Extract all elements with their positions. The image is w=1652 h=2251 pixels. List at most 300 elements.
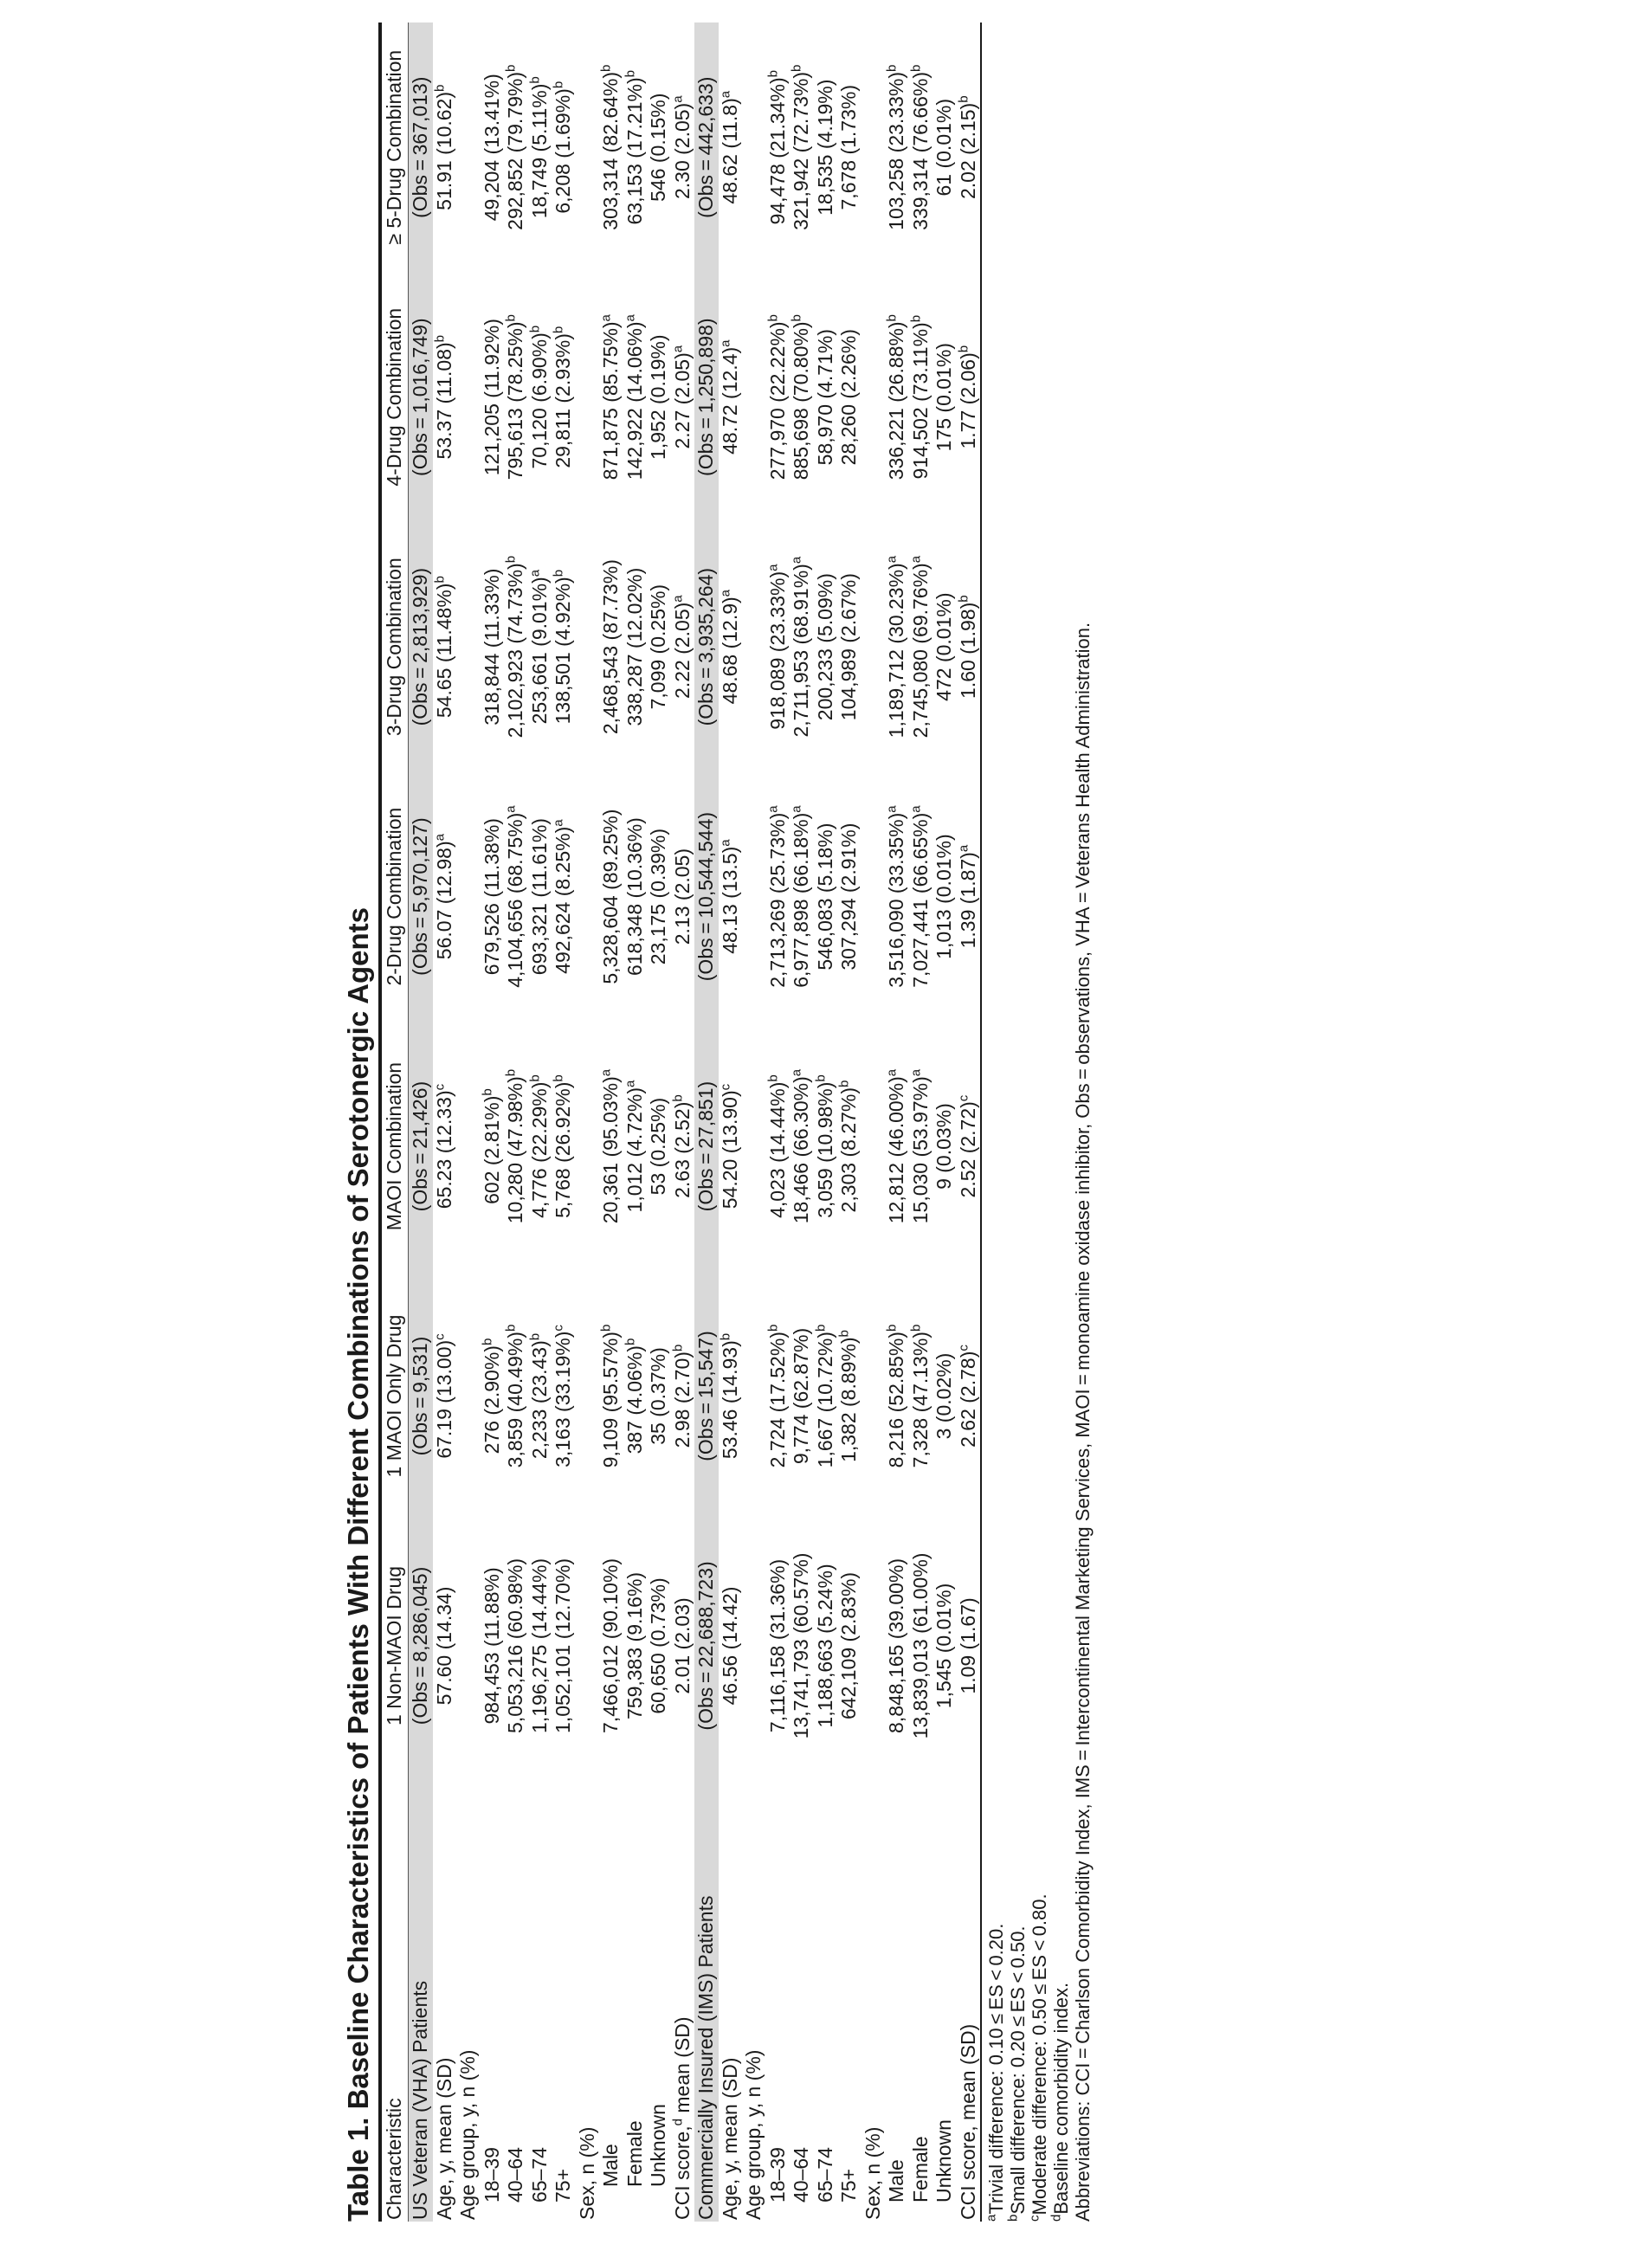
table-cell: [481, 1521, 505, 1770]
table-cell: [957, 771, 982, 1021]
cell-value: 5,328,604 (89.25%): [599, 809, 622, 984]
table-cell: [719, 522, 743, 771]
table-cell: [861, 23, 886, 272]
cell-value: 61 (0.01%): [932, 98, 955, 197]
footnote-marker: b: [622, 70, 637, 78]
cell-value: (Obs = 1,250,898): [694, 318, 717, 476]
row-label: [885, 1770, 909, 2222]
cell-value: 2.01 (2.03): [670, 1597, 694, 1694]
footnote-marker: a: [789, 805, 804, 813]
footnote-marker: b: [598, 64, 614, 72]
table-cell: [456, 522, 481, 771]
cell-value: 2.62 (2.78): [956, 1351, 979, 1448]
row-label: [861, 1770, 886, 2222]
table-cell: [409, 1521, 433, 1770]
table-cell: [528, 771, 552, 1021]
table-cell: [528, 23, 552, 272]
footnote-marker: b: [526, 76, 542, 84]
table-cell: [694, 771, 719, 1021]
cell-value: 54.20 (13.90): [718, 1090, 741, 1209]
row-label: [837, 1770, 861, 2222]
table-cell: [885, 272, 909, 521]
cell-value: 679,526 (11.38%): [480, 818, 503, 976]
row-label-text: CCI score, mean (SD): [956, 2023, 979, 2220]
cell-value: 1,196,275 (14.44%): [527, 1558, 551, 1733]
cell-value: 307,294 (2.91%): [837, 822, 860, 971]
cell-value: 277,970 (22.22%): [765, 321, 789, 481]
cell-value: (Obs = 9,531): [409, 1336, 431, 1456]
cell-value: 13,741,793 (60.57%): [790, 1552, 812, 1739]
table-cell: [909, 23, 933, 272]
column-header: 4-Drug Combination: [382, 272, 409, 521]
table-cell: [837, 522, 861, 771]
table-cell: [885, 23, 909, 272]
table-cell: [647, 1022, 671, 1271]
cell-value: 51.91 (10.62): [432, 92, 455, 210]
table-cell: [957, 23, 982, 272]
table-cell: [552, 522, 576, 771]
cell-value: 49,204 (13.41%): [480, 74, 503, 222]
table-cell: [456, 272, 481, 521]
row-label: [552, 1770, 576, 2222]
cell-value: 1.09 (1.67): [956, 1597, 979, 1694]
footnote-marker: a: [884, 1068, 900, 1077]
cell-value: 387 (4.06%): [623, 1345, 646, 1454]
row-label-text: Unknown: [647, 2104, 669, 2187]
table-cell: [932, 771, 957, 1021]
table-row: [433, 23, 457, 2222]
footnote-marker: a: [789, 1068, 804, 1077]
row-label-text: Age group, y, n (%): [456, 2049, 479, 2220]
footnote-marker: b: [551, 326, 566, 334]
cell-value: 7,116,158 (31.36%): [765, 1558, 789, 1733]
table-header-row: [382, 23, 409, 2222]
table-cell: [623, 1521, 648, 1770]
table-cell: [861, 272, 886, 521]
table-cell: [790, 1521, 814, 1770]
table-cell: [456, 23, 481, 272]
cell-value: 121,205 (11.92%): [480, 319, 503, 476]
cell-value: 10,280 (47.98%): [504, 1076, 526, 1224]
cell-value: 60,650 (0.73%): [647, 1577, 669, 1714]
footnote-marker: b: [812, 1324, 828, 1332]
cell-value: 2,711,953 (68.91%): [790, 564, 812, 738]
table-cell: [647, 272, 671, 521]
cell-value: 138,501 (4.92%): [552, 577, 574, 725]
cell-value: 48.62 (11.8): [718, 98, 741, 204]
footnote-marker: b: [1005, 2214, 1021, 2222]
cell-value: 175 (0.01%): [932, 343, 955, 452]
table-cell: [861, 1271, 886, 1520]
row-label-text: US Veteran (VHA) Patients: [409, 1980, 431, 2220]
cell-value: 546,083 (5.18%): [813, 822, 836, 971]
table-cell: [433, 1521, 457, 1770]
footnote-marker: b: [907, 314, 923, 323]
cell-value: 338,287 (12.02%): [623, 567, 646, 726]
cell-value: 1,188,663 (5.24%): [813, 1564, 836, 1728]
cell-value: 104,989 (2.67%): [837, 573, 860, 721]
table-cell: [932, 1521, 957, 1770]
table-cell: [766, 522, 791, 771]
table-cell: [528, 272, 552, 521]
table-row: [957, 23, 982, 2222]
table-cell: [433, 272, 457, 521]
table-cell: [671, 1022, 695, 1271]
footnote-marker: b: [717, 1332, 732, 1341]
cell-value: 7,328 (47.13%): [908, 1332, 932, 1468]
table-cell: [885, 771, 909, 1021]
table-cell: [552, 771, 576, 1021]
footnote-marker: b: [551, 1074, 566, 1082]
footnote-marker: b: [526, 1074, 542, 1082]
table-cell: [504, 1521, 528, 1770]
cell-value: 2.52 (2.72): [956, 1101, 979, 1198]
table-cell: [552, 1022, 576, 1271]
table-cell: [647, 771, 671, 1021]
table-container: [342, 23, 1094, 2222]
row-label-text: Age, y, mean (SD): [432, 2057, 455, 2220]
cell-value: 253,661 (9.01%): [527, 577, 551, 725]
table-cell: [623, 23, 648, 272]
table-cell: [671, 771, 695, 1021]
table-cell: [742, 522, 766, 771]
table-cell: [409, 272, 433, 521]
footnote-marker: a: [907, 555, 923, 564]
table-cell: [481, 522, 505, 771]
table-cell: [599, 23, 623, 272]
cell-value: 3,163 (33.19%): [552, 1331, 574, 1467]
table-cell: [504, 23, 528, 272]
row-label: [623, 1770, 648, 2222]
footnote-marker: c: [955, 1345, 971, 1351]
footnote-marker: b: [884, 1324, 900, 1332]
cell-value: 3 (0.02%): [932, 1352, 955, 1440]
table-cell: [790, 1271, 814, 1520]
table-cell: [719, 1271, 743, 1520]
cell-value: 2.98 (2.70): [670, 1351, 694, 1448]
cell-value: 200,233 (5.09%): [813, 573, 836, 721]
cell-value: 58,970 (4.71%): [813, 329, 836, 466]
table-cell: [647, 522, 671, 771]
baseline-table: [382, 23, 982, 2222]
cell-value: (Obs = 15,547): [694, 1331, 717, 1461]
table-cell: [837, 1022, 861, 1271]
table-cell: [790, 771, 814, 1021]
table-cell: [932, 1271, 957, 1520]
row-label: [504, 1770, 528, 2222]
cell-value: 1.77 (2.06): [956, 352, 979, 449]
cell-value: 2.02 (2.15): [956, 102, 979, 200]
column-header: 3-Drug Combination: [382, 522, 409, 771]
table-cell: [456, 771, 481, 1021]
table-cell: [623, 522, 648, 771]
cell-value: 1,952 (0.19%): [647, 334, 669, 460]
row-label: [409, 1770, 433, 2222]
table-cell: [742, 23, 766, 272]
cell-value: 67.19 (13.00): [432, 1339, 455, 1459]
footnote-marker: b: [836, 1330, 852, 1338]
table-cell: [481, 1022, 505, 1271]
footnote-marker: a: [717, 589, 732, 597]
cell-value: 4,023 (14.44%): [765, 1081, 789, 1218]
footnote-marker: b: [431, 84, 447, 92]
footnote: [985, 23, 1007, 2222]
table-cell: [599, 522, 623, 771]
table-cell: [694, 272, 719, 521]
table-cell: [957, 1022, 982, 1271]
table-cell: [694, 1022, 719, 1271]
row-label: [433, 1770, 457, 2222]
footnote-marker: c: [955, 1094, 971, 1102]
cell-value: 2.63 (2.52): [670, 1101, 694, 1198]
table-cell: [719, 1521, 743, 1770]
table-cell: [647, 1521, 671, 1770]
footnote-marker: b: [955, 345, 971, 353]
cell-value: 18,535 (4.19%): [813, 79, 836, 216]
row-label: [671, 1770, 695, 2222]
row-label-text: Unknown: [932, 2119, 955, 2203]
cell-value: (Obs = 367,013): [409, 76, 431, 218]
cell-value: 53.46 (14.93): [718, 1340, 741, 1460]
row-label: [647, 1770, 671, 2222]
table-cell: [576, 522, 600, 771]
footnote-marker: a: [907, 1068, 923, 1077]
table-row: [599, 23, 623, 2222]
table-cell: [504, 522, 528, 771]
table-cell: [694, 1271, 719, 1520]
cell-value: 1.39 (1.87): [956, 852, 979, 949]
table-cell: [790, 272, 814, 521]
table-cell: [885, 1271, 909, 1520]
cell-value: 885,698 (70.80%): [790, 321, 812, 481]
table-body: [409, 23, 982, 2222]
table-cell: [957, 522, 982, 771]
cell-value: 336,221 (26.88%): [885, 321, 907, 481]
table-cell: [742, 1521, 766, 1770]
row-label-text: 40–64: [504, 2147, 526, 2203]
table-cell: [766, 272, 791, 521]
footnote-marker: b: [765, 1324, 780, 1332]
table-cell: [481, 272, 505, 521]
table-cell: [599, 272, 623, 521]
footnote-text: Moderate difference: 0.50 ≤ ES < 0.80.: [1029, 1893, 1050, 2216]
table-cell: [576, 23, 600, 272]
footnote-marker: a: [907, 805, 923, 813]
cell-value: 339,314 (76.66%): [908, 71, 932, 230]
table-cell: [576, 272, 600, 521]
cell-value: 2.13 (2.05): [670, 848, 694, 945]
table-cell: [861, 771, 886, 1021]
row-label-text: 75+: [837, 2168, 860, 2203]
table-cell: [504, 1022, 528, 1271]
row-label: [694, 1770, 719, 2222]
table-cell: [909, 771, 933, 1021]
row-label: [766, 1770, 791, 2222]
table-cell: [742, 1022, 766, 1271]
cell-value: 984,453 (11.88%): [480, 1567, 503, 1725]
row-label: [932, 1770, 957, 2222]
footnote-marker: b: [955, 595, 971, 603]
cell-value: 1,545 (0.01%): [932, 1583, 955, 1709]
table-row: [909, 23, 933, 2222]
table-cell: [456, 1521, 481, 1770]
table-cell: [885, 1022, 909, 1271]
table-cell: [814, 771, 838, 1021]
cell-value: 12,812 (46.00%): [885, 1076, 907, 1224]
table-cell: [409, 1022, 433, 1271]
footnote-marker: b: [622, 1338, 637, 1346]
table-cell: [552, 1271, 576, 1520]
cell-value: 472 (0.01%): [932, 592, 955, 701]
table-row: [885, 23, 909, 2222]
footnote-text: Baseline comorbidity index.: [1050, 1982, 1072, 2215]
table-cell: [481, 1271, 505, 1520]
table-row: [790, 23, 814, 2222]
cell-value: 492,624 (8.25%): [552, 826, 574, 974]
footnote: [1072, 23, 1094, 2222]
table-cell: [409, 1271, 433, 1520]
group-header-row: [694, 23, 719, 2222]
table-cell: [671, 522, 695, 771]
cell-value: 2,233 (23.43): [527, 1340, 551, 1460]
table-cell: [909, 1271, 933, 1520]
row-label: [599, 1770, 623, 2222]
cell-value: (Obs = 22,688,723): [694, 1561, 717, 1731]
table-cell: [481, 23, 505, 272]
table-cell: [957, 1271, 982, 1520]
row-label-text: 75+: [552, 2168, 574, 2203]
table-footnotes: [985, 23, 1094, 2222]
footnote-marker: b: [789, 64, 804, 72]
footnote-marker: b: [836, 1080, 852, 1087]
table-cell: [742, 1271, 766, 1520]
table-cell: [409, 771, 433, 1021]
table-cell: [623, 1022, 648, 1271]
table-cell: [766, 1521, 791, 1770]
cell-value: 9,774 (62.87%): [790, 1327, 812, 1465]
table-cell: [433, 771, 457, 1021]
cell-value: 546 (0.15%): [647, 93, 669, 202]
column-header: MAOI Combination: [382, 1022, 409, 1271]
cell-value: 46.56 (14.42): [718, 1586, 741, 1706]
row-label: [576, 1770, 600, 2222]
footnote-marker: b: [503, 64, 519, 72]
cell-value: 4,776 (22.29%): [527, 1081, 551, 1218]
cell-value: 642,109 (2.83%): [837, 1571, 860, 1719]
footnote-marker: b: [431, 334, 447, 343]
footnote-marker: b: [503, 1068, 519, 1077]
cell-value: 2,303 (8.27%): [837, 1087, 860, 1213]
cell-value: 5,053,216 (60.98%): [504, 1558, 526, 1733]
table-row: [814, 23, 838, 2222]
footnote-marker: a: [717, 839, 732, 847]
table-row: [504, 23, 528, 2222]
table-cell: [481, 771, 505, 1021]
cell-value: 4,104,656 (68.75%): [504, 812, 526, 988]
cell-value: (Obs = 21,426): [409, 1080, 431, 1212]
row-label-text: Age, y, mean (SD): [718, 2057, 741, 2220]
cell-value: 18,466 (66.30%): [790, 1076, 812, 1224]
footnote-marker: c: [431, 1083, 447, 1091]
row-label-text: Female: [623, 2120, 646, 2187]
cell-value: 94,478 (21.34%): [765, 77, 789, 225]
footnote-marker: c: [717, 1083, 732, 1091]
row-label-text: Male: [885, 2159, 907, 2203]
table-row: [623, 23, 648, 2222]
table-cell: [694, 23, 719, 272]
table-cell: [576, 771, 600, 1021]
footnote-marker: d: [1049, 2214, 1064, 2222]
cell-value: 70,120 (6.90%): [527, 332, 551, 469]
table-row: [481, 23, 505, 2222]
table-row: [719, 23, 743, 2222]
footnote-marker: b: [479, 1338, 494, 1346]
row-label-text: Age group, y, n (%): [742, 2049, 765, 2220]
table-row: [742, 23, 766, 2222]
table-cell: [932, 272, 957, 521]
cell-value: 1,012 (4.72%): [623, 1087, 646, 1213]
footnote-marker: b: [884, 64, 900, 72]
table-cell: [671, 272, 695, 521]
row-label: [719, 1770, 743, 2222]
table-cell: [528, 522, 552, 771]
table-cell: [719, 771, 743, 1021]
cell-value: 7,027,441 (66.65%): [908, 812, 932, 988]
table-cell: [409, 522, 433, 771]
footnote-marker: b: [907, 1324, 923, 1332]
table-cell: [885, 1521, 909, 1770]
table-cell: [957, 272, 982, 521]
table-cell: [719, 23, 743, 272]
column-header: 1 MAOI Only Drug: [382, 1271, 409, 1520]
table-cell: [837, 771, 861, 1021]
table-cell: [599, 1521, 623, 1770]
table-cell: [742, 272, 766, 521]
table-cell: [814, 23, 838, 272]
table-cell: [909, 522, 933, 771]
table-cell: [909, 272, 933, 521]
footnote-marker: a: [884, 805, 900, 813]
cell-value: 292,852 (79.79%): [504, 71, 526, 230]
cell-value: (Obs = 1,016,749): [409, 318, 431, 476]
cell-value: 3,859 (40.49%): [504, 1332, 526, 1468]
table-cell: [433, 1022, 457, 1271]
table-cell: [837, 1521, 861, 1770]
cell-value: (Obs = 5,970,127): [409, 817, 431, 976]
column-header: 2-Drug Combination: [382, 771, 409, 1021]
table-cell: [790, 23, 814, 272]
column-header: 1 Non-MAOI Drug: [382, 1521, 409, 1770]
footnote-marker: b: [551, 81, 566, 89]
column-header: Characteristic: [382, 1770, 409, 2222]
footnote-marker: a: [955, 844, 971, 853]
footnote: [1050, 23, 1072, 2222]
footnote-text: Small difference: 0.20 ≤ ES < 0.50.: [1007, 1925, 1029, 2215]
footnote-marker: b: [907, 64, 923, 72]
footnote-marker: c: [1027, 2215, 1042, 2222]
row-label: [909, 1770, 933, 2222]
table-cell: [932, 23, 957, 272]
table-cell: [433, 522, 457, 771]
table-cell: [719, 272, 743, 521]
table-cell: [504, 771, 528, 1021]
table-cell: [766, 23, 791, 272]
table-cell: [861, 1521, 886, 1770]
cell-value: 3,516,090 (33.35%): [885, 812, 907, 988]
table-cell: [576, 1521, 600, 1770]
footnote-marker: b: [503, 1324, 519, 1332]
table-cell: [647, 23, 671, 272]
